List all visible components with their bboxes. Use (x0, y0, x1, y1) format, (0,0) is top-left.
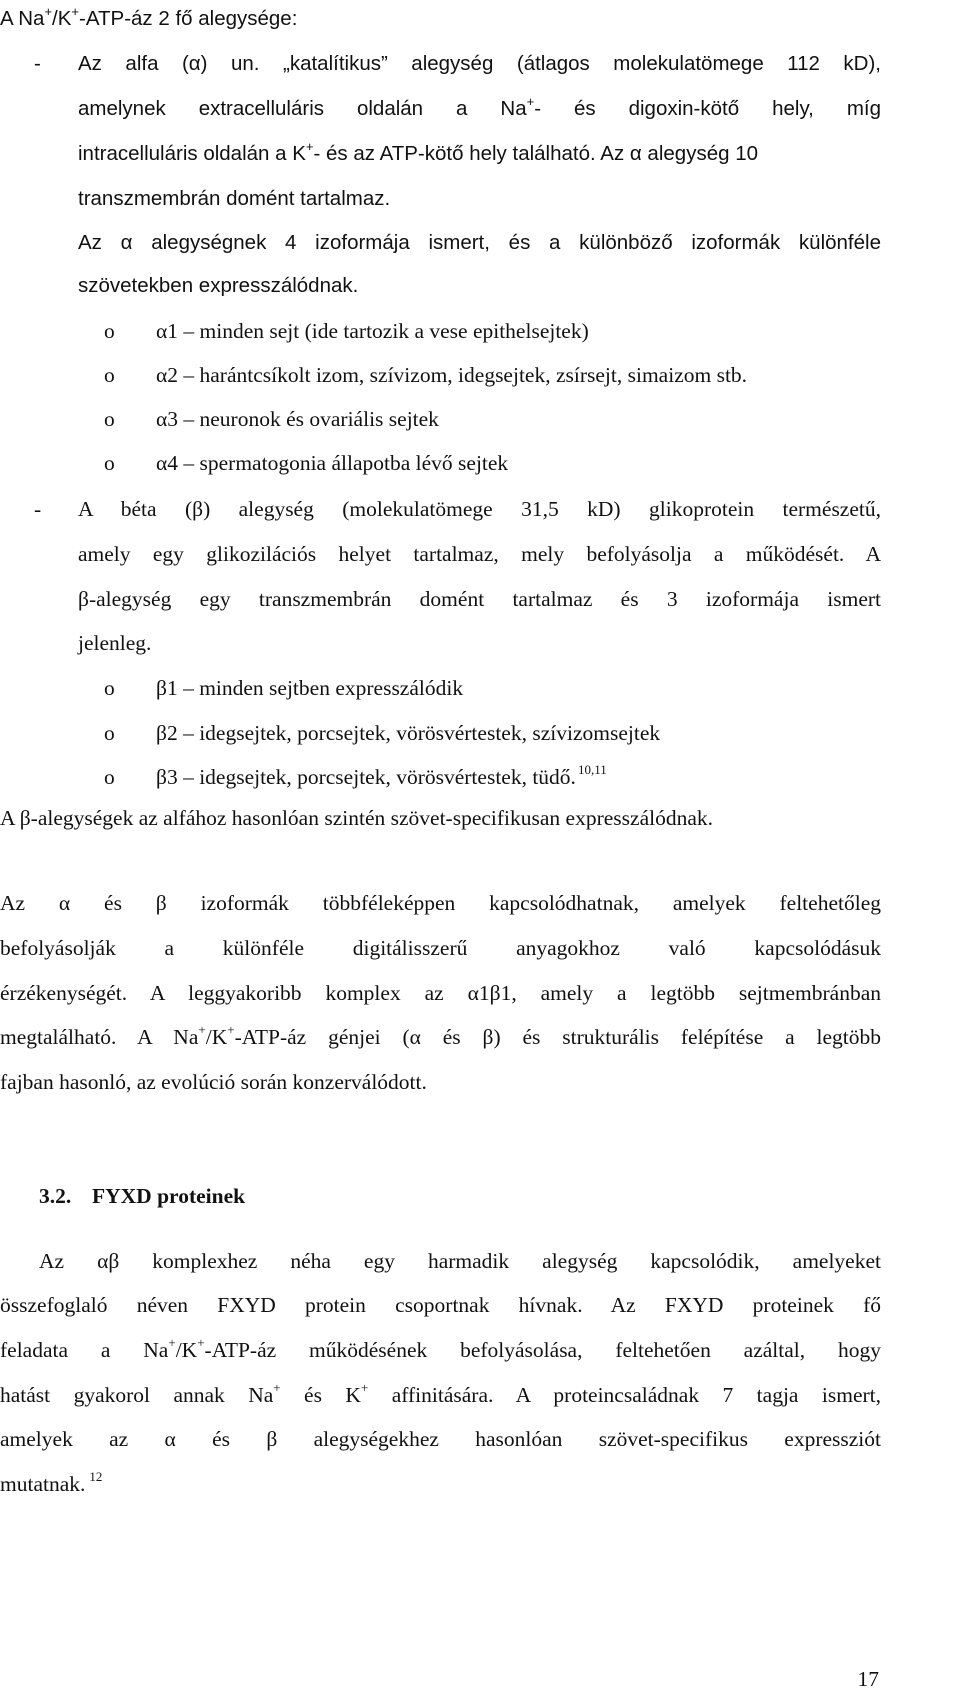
beta-dash: - (34, 497, 42, 521)
list-bullet: o (104, 765, 115, 789)
list-item: α1 – minden sejt (ide tartozik a vese epithelsejtek) (156, 319, 589, 343)
list-item: β3 – idegsejtek, porcsejtek, vörösvértestek, tüdő. $^{10,11}$ (156, 762, 607, 789)
list-bullet: o (104, 319, 115, 343)
alpha-line-6: szövetekben expresszálódnak. (78, 274, 359, 297)
alpha-dash: - (34, 52, 41, 75)
paragraph-line: összefoglaló néven FXYD protein csoportnak hívnak. Az FXYD proteinek fő (0, 1293, 881, 1317)
list-item: α4 – spermatogonia állapotba lévő sejtek (156, 451, 509, 475)
paragraph-line: Az α és β izoformák többféleképpen kapcsolódhatnak, amelyek feltehetőleg (0, 891, 881, 915)
alpha-line-5: Az α alegységnek 4 izoformája ismert, és a különböző izoformák különféle (78, 231, 881, 254)
citation-ref: 10,11 (577, 762, 607, 777)
paragraph-line: mutatnak. $^{12}$ (0, 1469, 103, 1496)
beta-line-2: amely egy glikozilációs helyet tartalmaz, mely befolyásolja a működését. A (78, 542, 881, 566)
citation-ref: 12 (89, 1469, 103, 1484)
paragraph-line: hatást gyakorol annak Na+ és K+ affinitására. A proteincsaládnak 7 tagja ismert, (0, 1380, 882, 1407)
list-item: α2 – harántcsíkolt izom, szívizom, idegsejtek, zsírsejt, simaizom stb. (156, 363, 748, 387)
list-item: α3 – neuronok és ovariális sejtek (156, 407, 439, 431)
list-item: β2 – idegsejtek, porcsejtek, vörösvértestek, szívizomsejtek (156, 721, 661, 745)
list-bullet: o (104, 407, 115, 431)
alpha-line-1: Az alfa (α) un. „katalítikus” alegység (átlagos molekulatömege 112 kD), (78, 52, 881, 75)
intro-heading: A Na+/K+-ATP-áz 2 fő alegysége: (0, 4, 298, 30)
paragraph-line: fajban hasonló, az evolúció során konzerválódott. (0, 1070, 427, 1094)
paragraph-line: feladata a Na+/K+-ATP-áz működésének befolyásolása, feltehetően azáltal, hogy (0, 1335, 881, 1362)
alpha-line-4: transzmembrán domént tartalmaz. (78, 187, 391, 210)
list-bullet: o (104, 676, 115, 700)
paragraph-line: befolyásolják a különféle digitálisszerű anyagokhoz való kapcsolódásuk (0, 936, 881, 960)
beta-summary: A β-alegységek az alfához hasonlóan szintén szövet-specifikusan expresszálódnak. (0, 806, 714, 830)
section-number: 3.2. (39, 1184, 72, 1208)
alpha-line-3: intracelluláris oldalán a K+- és az ATP-kötő hely található. Az α alegység 10 (78, 139, 758, 165)
alpha-line-2: amelynek extracelluláris oldalán a Na+- és digoxin-kötő hely, míg (78, 94, 881, 120)
paragraph-line: megtalálható. A Na+/K+-ATP-áz génjei (α és β) és strukturális felépítése a legtöbb (0, 1022, 882, 1049)
page-number: 17 (857, 1667, 879, 1691)
paragraph-line: érzékenységét. A leggyakoribb komplex az α1β1, amely a legtöbb sejtmembránban (0, 981, 881, 1005)
beta-line-1: A béta (β) alegység (molekulatömege 31,5 kD) glikoprotein természetű, (78, 497, 881, 521)
list-bullet: o (104, 721, 115, 745)
list-item: β1 – minden sejtben expresszálódik (156, 676, 464, 700)
list-bullet: o (104, 363, 115, 387)
beta-line-4: jelenleg. (78, 631, 152, 655)
section-title: FYXD proteinek (92, 1184, 246, 1208)
paragraph-line: amelyek az α és β alegységekhez hasonlóan szövet-specifikus expressziót (0, 1427, 881, 1451)
list-bullet: o (104, 451, 115, 475)
beta-line-3: β-alegység egy transzmembrán domént tartalmaz és 3 izoformája ismert (78, 587, 881, 611)
paragraph-line: Az αβ komplexhez néha egy harmadik alegység kapcsolódik, amelyeket (39, 1249, 881, 1273)
